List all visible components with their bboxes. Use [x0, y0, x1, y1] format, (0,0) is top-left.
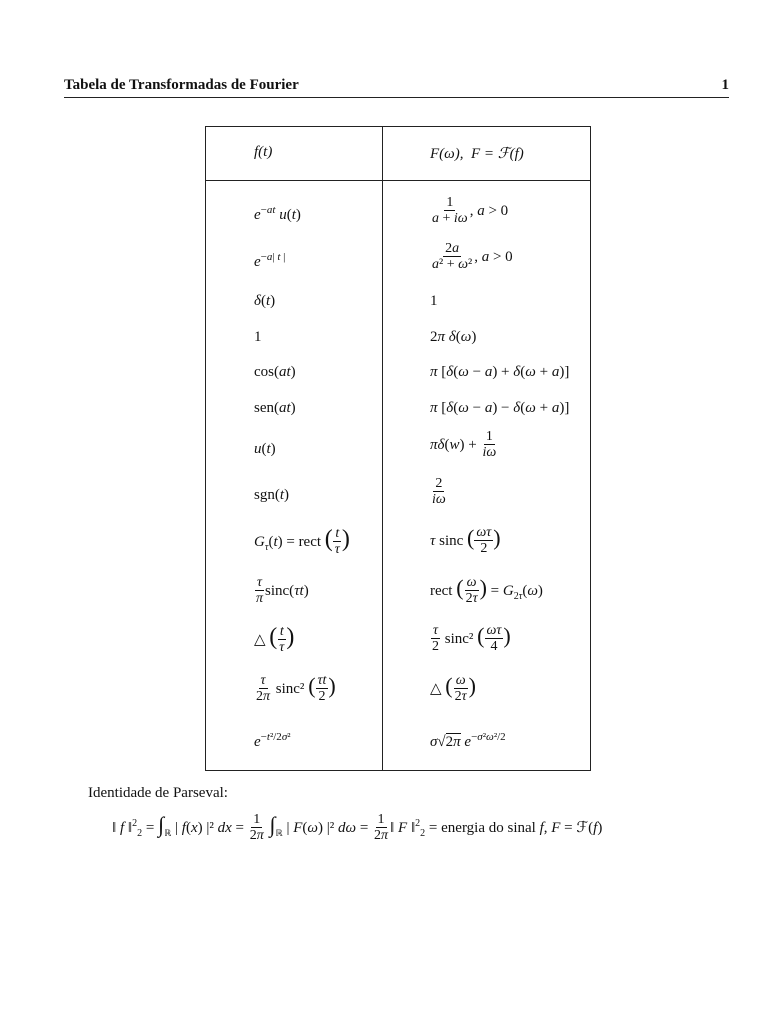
table-row-left: $e^{-at}$ u(t): [254, 204, 301, 223]
header-divider: [206, 180, 590, 181]
table-row-right: rect ( $\frac{\omega}{2\tau}$ ) = $G_{2\tau}(\omega)$: [430, 575, 543, 607]
table-row-left: δ(t): [254, 293, 276, 309]
table-row-left: △ ( $\frac{t}{\tau}$ ): [254, 623, 295, 656]
parseval-title: Identidade de Parseval:: [88, 785, 228, 801]
table-row-left: $e^{-t^2/2\sigma^2}$: [254, 731, 291, 750]
table-row-left: $G_\tau(t)$ = rect ( $\frac{t}{\tau}$ ): [254, 525, 350, 558]
table-row-left: 1: [254, 329, 262, 345]
table-row-right: △ ( $\frac{\omega}{2\tau}$ ): [430, 673, 476, 705]
page-header: [64, 77, 729, 98]
column-divider: [382, 127, 383, 770]
table-row-right: 2π δ(ω): [430, 329, 477, 345]
page-title: Tabela de Transformadas de Fourier: [64, 77, 299, 93]
page-number: 1: [721, 77, 729, 93]
table-row-right: $\frac{2}{i\omega}$: [432, 476, 446, 508]
table-row-right: $\frac{\tau}{2}$ sinc² ( $\frac{\omega\tau}{4}$ ): [432, 623, 511, 655]
table-row-right: πδ(w) + $\frac{1}{i\omega}$: [430, 429, 497, 461]
left-column-header: f(t): [254, 144, 273, 160]
table-row-left: u(t): [254, 441, 276, 457]
table-row-right: $\frac{1}{a + i\omega}$ , a > 0: [432, 195, 509, 227]
right-column-header: F(ω), F = ℱ(f): [430, 146, 524, 162]
table-row-left: cos(at): [254, 364, 296, 380]
table-row-right: π [δ(ω − a) − δ(ω + a)]: [430, 400, 570, 416]
table-row-left: sgn(t): [254, 487, 290, 503]
table-row-left: $e^{-a| t |}$: [254, 251, 286, 270]
table-row-right: σ√2π $e^{-\sigma^2\omega^2/2}$: [430, 731, 506, 750]
fourier-table: [205, 126, 591, 771]
parseval-energy-label: energia do sinal: [441, 820, 536, 837]
table-row-right: π [δ(ω − a) + δ(ω + a)]: [430, 364, 570, 380]
table-row-left: $\frac{\tau}{\pi}$ sinc(τt): [256, 575, 309, 607]
table-row-right: τ sinc ( $\frac{\omega\tau}{2}$ ): [430, 525, 501, 557]
table-row-right: $\frac{2a}{\text{a² + ω²}}$ , a > 0: [432, 241, 513, 273]
table-row-left: sen(at): [254, 400, 296, 416]
parseval-equation: ‖ f ‖$^2_2$ = $\int_ℝ$ | f(x) |² dx = $\frac{1}{2\pi}$ $\int_ℝ$ | F(ω) |² dω = $\frac{1}{2\pi}$ ‖ F ‖$^2_2$ = energia do sinal f, F = ℱ(f): [112, 812, 603, 844]
table-row-left: $\frac{\tau}{2\pi}$ sinc² ( $\frac{\tau t}{2}$ ): [256, 673, 336, 705]
table-row-right: 1: [430, 293, 438, 309]
